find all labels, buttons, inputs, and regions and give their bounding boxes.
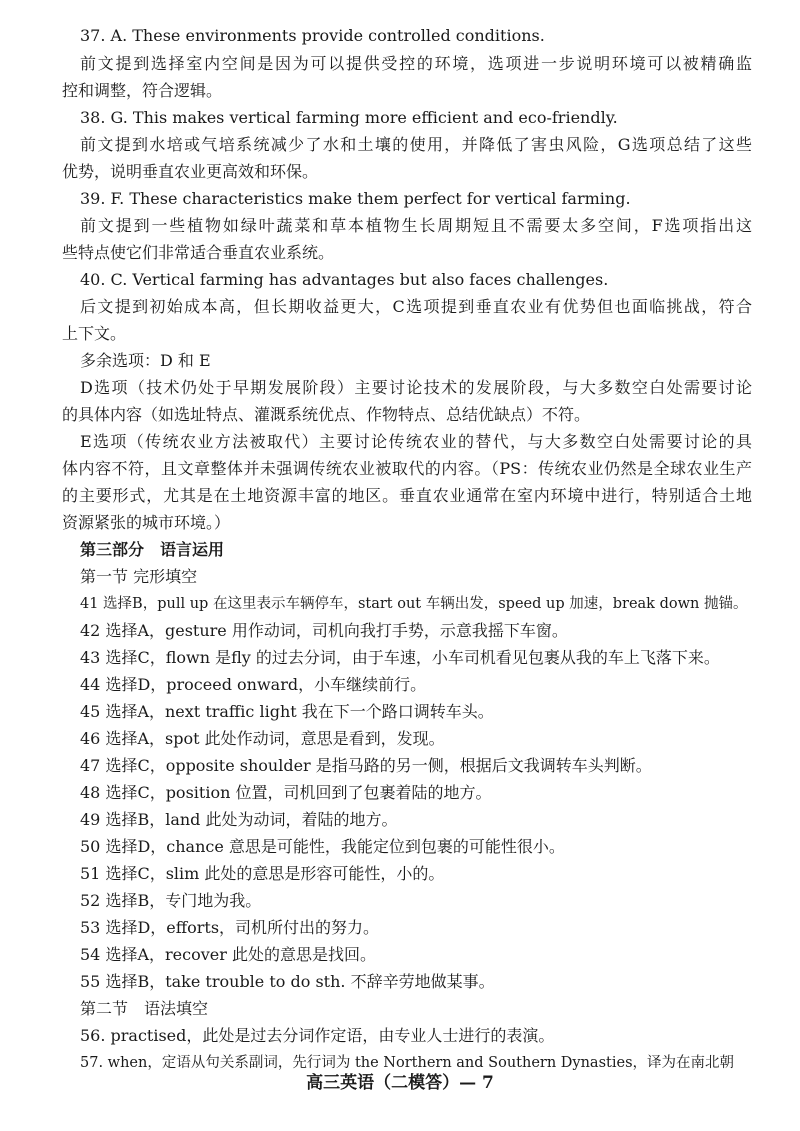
option-d-line-1: D选项（技术仍处于早期发展阶段）主要讨论技术的发展阶段，与大多数空白处需要讨论 [80,378,752,397]
answer-39-explanation-line-2: 些特点使它们非常适合垂直农业系统。 [62,243,335,262]
page-footer: 高三英语（二模答）— 7 [306,1073,494,1093]
answer-37-explanation-line-2: 控和调整，符合逻辑。 [62,81,223,100]
answer-53: 53 选择D，efforts，司机所付出的努力。 [80,918,380,937]
answer-47: 47 选择C，opposite shoulder 是指马路的另一侧，根据后文我调转车头判断。 [80,756,652,775]
part-three-heading: 第三部分 语言运用 [80,540,225,559]
answer-37-explanation-line-1: 前文提到选择室内空间是因为可以提供受控的环境，选项进一步说明环境可以被精确监 [80,54,752,73]
answer-51: 51 选择C，slim 此处的意思是形容可能性，小的。 [80,864,445,883]
answer-49: 49 选择B，land 此处为动词，着陆的地方。 [80,810,398,829]
answer-40-explanation-line-1: 后文提到初始成本高，但长期收益更大，C选项提到垂直农业有优势但也面临挑战，符合 [80,297,752,316]
option-e-line-2: 体内容不符，且文章整体并未强调传统农业被取代的内容。（PS：传统农业仍然是全球农业生产 [62,459,752,478]
answer-38-explanation-line-1: 前文提到水培或气培系统减少了水和土壤的使用，并降低了害虫风险，G选项总结了这些 [80,135,752,154]
option-d-line-2: 的具体内容（如选址特点、灌溉系统优点、作物特点、总结优缺点）不符。 [62,405,591,424]
answer-48: 48 选择C，position 位置，司机回到了包裹着陆的地方。 [80,783,492,802]
option-e-line-4: 资源紧张的城市环境。） [62,513,231,532]
answer-37-heading: 37. A. These environments provide controlled conditions. [80,26,545,45]
answer-56: 56. practised，此处是过去分词作定语，由专业人士进行的表演。 [80,1026,555,1045]
answer-46: 46 选择A，spot 此处作动词，意思是看到，发现。 [80,729,445,748]
section-two-heading: 第二节 语法填空 [80,999,209,1018]
answer-42: 42 选择A，gesture 用作动词，司机向我打手势，示意我摇下车窗。 [80,621,568,640]
answer-57: 57. when，定语从句关系副词，先行词为 the Northern and Southern Dynasties，译为在南北朝 [80,1055,735,1071]
answer-55: 55 选择B，take trouble to do sth. 不辞辛劳地做某事。 [80,972,495,991]
answer-44: 44 选择D，proceed onward，小车继续前行。 [80,675,427,694]
answer-54: 54 选择A，recover 此处的意思是找回。 [80,945,376,964]
answer-39-explanation-line-1: 前文提到一些植物如绿叶蔬菜和草本植物生长周期短且不需要太多空间，F选项指出这 [80,216,752,235]
option-e-line-3: 的主要形式，尤其是在土地资源丰富的地区。垂直农业通常在室内环境中进行，特别适合土地 [62,486,752,505]
extra-options-heading: 多余选项：D 和 E [80,351,211,370]
answer-41: 41 选择B，pull up 在这里表示车辆停车，start out 车辆出发，speed up 加速，break down 抛锚。 [80,596,748,612]
answer-52: 52 选择B，专门地为我。 [80,891,262,910]
answer-38-explanation-line-2: 优势，说明垂直农业更高效和环保。 [62,162,319,181]
answer-45: 45 选择A，next traffic light 我在下一个路口调转车头。 [80,702,494,721]
answer-50: 50 选择D，chance 意思是可能性，我能定位到包裹的可能性很小。 [80,837,565,856]
answer-40-explanation-line-2: 上下文。 [62,324,127,343]
answer-39-heading: 39. F. These characteristics make them perfect for vertical farming. [80,189,631,208]
option-e-line-1: E选项（传统农业方法被取代）主要讨论传统农业的替代，与大多数空白处需要讨论的具 [80,432,752,451]
answer-38-heading: 38. G. This makes vertical farming more efficient and eco-friendly. [80,108,618,127]
answer-40-heading: 40. C. Vertical farming has advantages but also faces challenges. [80,270,609,289]
answer-43: 43 选择C，flown 是fly 的过去分词，由于车速，小车司机看见包裹从我的车上飞落下来。 [80,648,720,667]
section-one-heading: 第一节 完形填空 [80,567,198,586]
